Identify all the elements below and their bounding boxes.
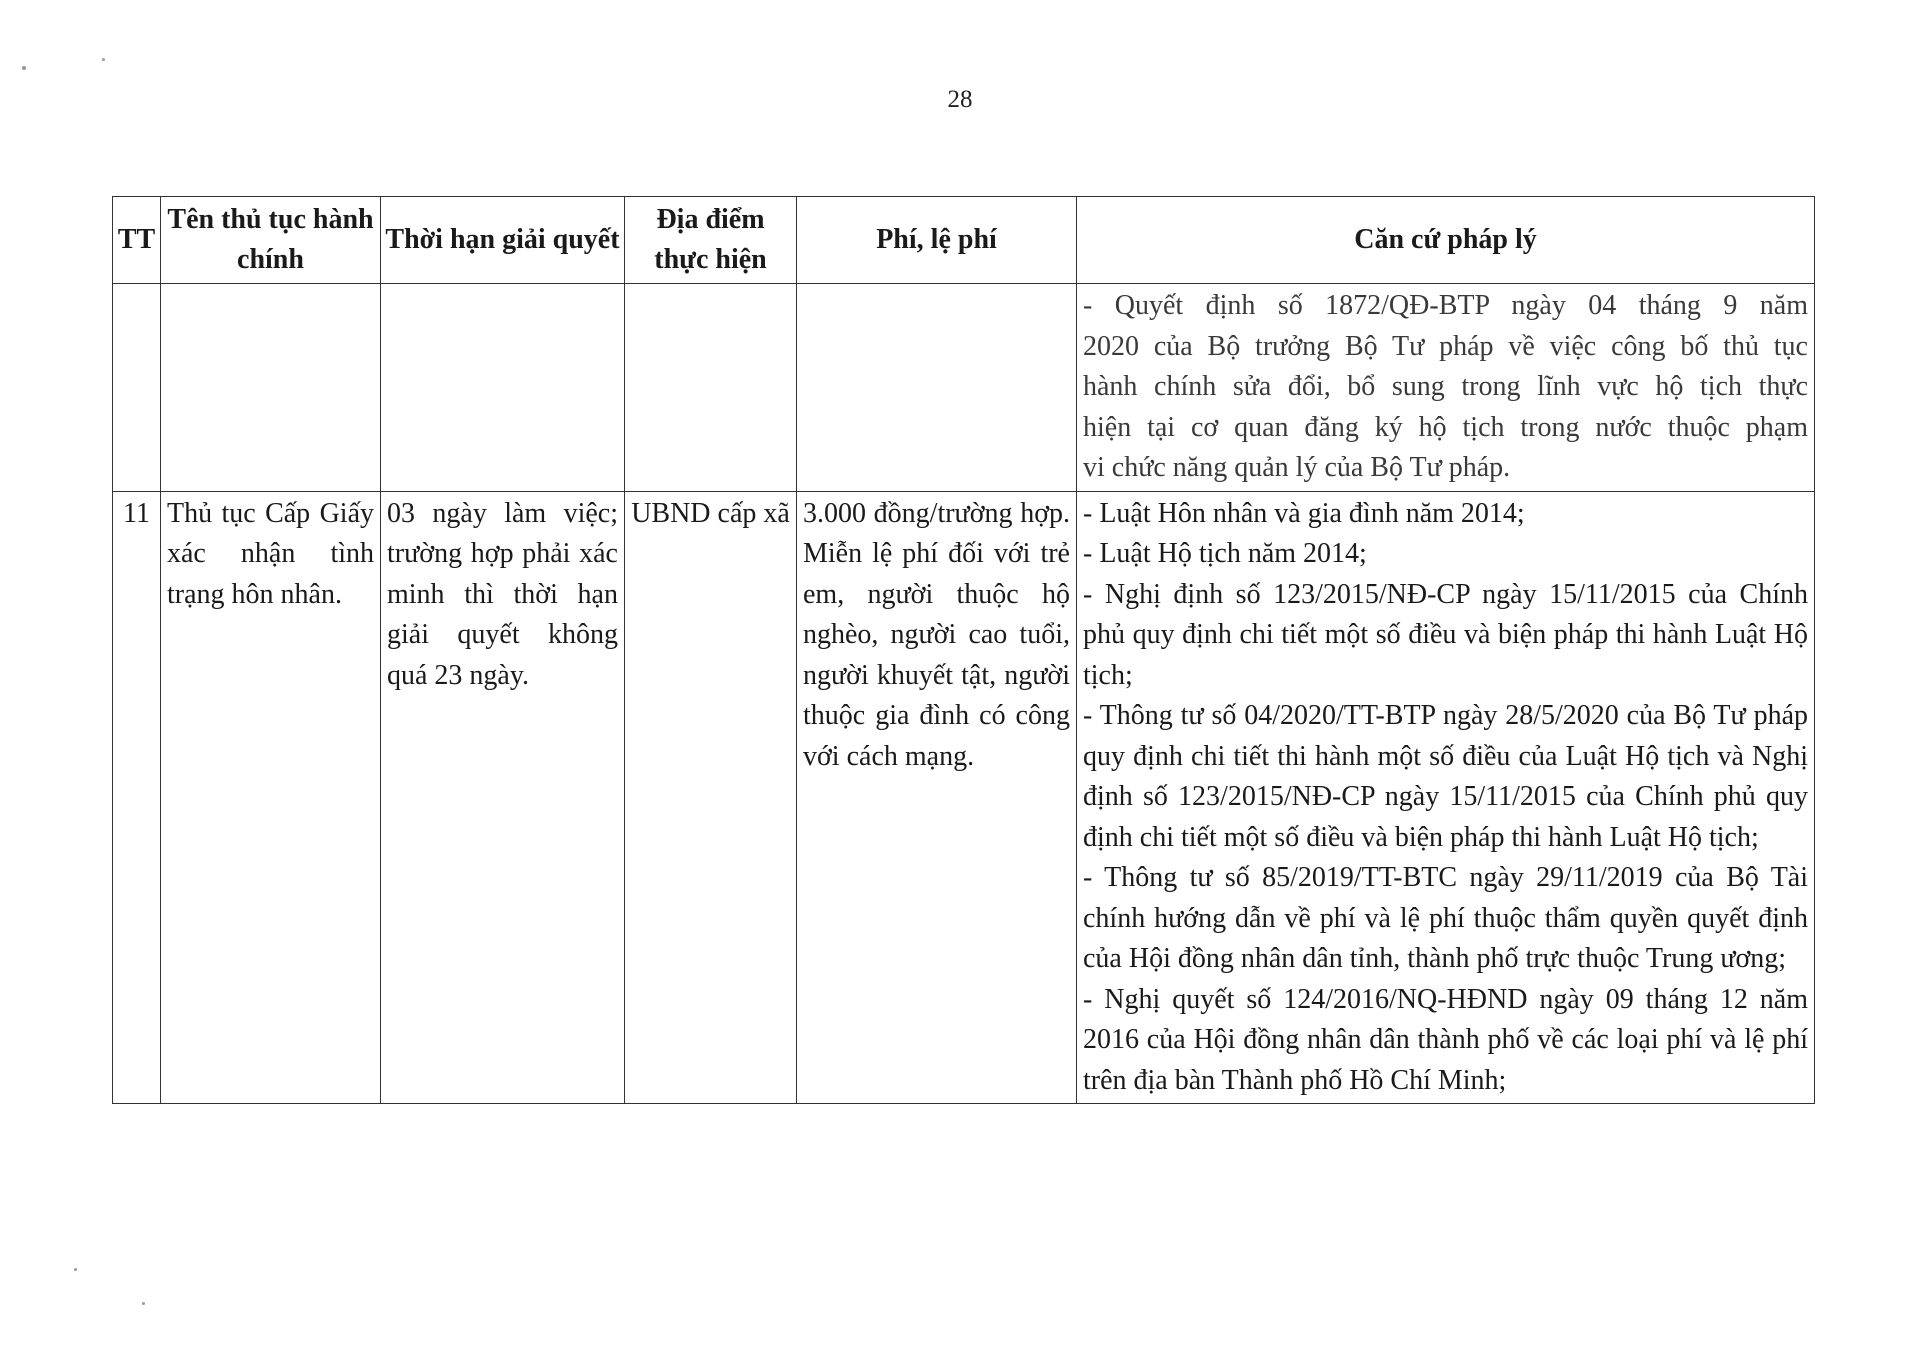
procedure-table — [112, 196, 1815, 1104]
header-fees: Phí, lệ phí — [797, 197, 1077, 284]
scan-speck — [22, 66, 26, 70]
legal-line: 2020 của Bộ trưởng Bộ Tư pháp về việc công bố thủ tục — [1083, 330, 1808, 362]
header-procedure-name: Tên thủ tục hành chính — [161, 197, 381, 284]
cont-fee-cell — [797, 284, 1077, 492]
scan-speck — [74, 1268, 77, 1271]
legal-item: - Nghị định số 123/2015/NĐ-CP ngày 15/11/2015 của Chính phủ quy định chi tiết một số điều và biện pháp thi hành Luật Hộ tịch; — [1083, 578, 1808, 691]
header-location: Địa điểm thực hiện — [625, 197, 797, 284]
header-processing-time: Thời hạn giải quyết — [381, 197, 625, 284]
table-header-row — [113, 197, 1815, 284]
legal-line: hành chính sửa đổi, bổ sung trong lĩnh vực hộ tịch thực — [1083, 371, 1808, 402]
scan-speck — [102, 58, 105, 61]
legal-item: - Luật Hộ tịch năm 2014; — [1083, 538, 1367, 569]
legal-item: - Luật Hôn nhân và gia đình năm 2014; — [1083, 497, 1525, 529]
row-legal-basis — [1077, 491, 1815, 1104]
legal-item: - Nghị quyết số 124/2016/NQ-HĐND ngày 09 tháng 12 năm 2016 của Hội đồng nhân dân thành phố về các loại phí và lệ phí trên địa bàn Thành phố Hồ Chí Minh; — [1083, 983, 1808, 1096]
cont-time-cell — [381, 284, 625, 492]
legal-line: - Quyết định số 1872/QĐ-BTP ngày 04 tháng 9 năm — [1083, 290, 1808, 321]
legal-line: vi chức năng quản lý của Bộ Tư pháp. — [1083, 452, 1511, 483]
scan-speck — [142, 1302, 145, 1305]
page-number: 28 — [947, 86, 973, 113]
legal-item: - Thông tư số 04/2020/TT-BTP ngày 28/5/2020 của Bộ Tư pháp quy định chi tiết thi hành một số điều của Luật Hộ tịch và Nghị định số 123/2015/NĐ-CP ngày 15/11/2015 của Chính phủ quy định chi tiết một số điều và biện pháp thi hành Luật Hộ tịch; — [1083, 700, 1808, 853]
table-row — [113, 491, 1815, 1104]
header-legal-basis: Căn cứ pháp lý — [1077, 197, 1815, 284]
legal-line: hiện tại cơ quan đăng ký hộ tịch trong nước thuộc phạm — [1083, 411, 1808, 443]
cont-place-cell — [625, 284, 797, 492]
row-procedure-name: Thủ tục Cấp Giấy xác nhận tình trạng hôn nhân. — [161, 491, 381, 1104]
row-location: UBND cấp xã — [625, 491, 797, 1104]
cont-name-cell — [161, 284, 381, 492]
legal-item: - Thông tư số 85/2019/TT-BTC ngày 29/11/2019 của Bộ Tài chính hướng dẫn về phí và lệ phí thuộc thẩm quyền quyết định của Hội đồng nhân dân tỉnh, thành phố trực thuộc Trung ương; — [1083, 862, 1808, 974]
row-processing-time: 03 ngày làm việc; trường hợp phải xác minh thì thời hạn giải quyết không quá 23 ngày. — [381, 491, 625, 1104]
row-fees: 3.000 đồng/trường hợp. Miễn lệ phí đối với trẻ em, người thuộc hộ nghèo, người cao tuổi, người khuyết tật, người thuộc gia đình có công với cách mạng. — [797, 491, 1077, 1104]
table-row-continuation — [113, 284, 1815, 492]
cont-legal-cell — [1077, 284, 1815, 492]
cont-tt-cell — [113, 284, 161, 492]
header-tt: TT — [113, 197, 161, 284]
row-tt: 11 — [113, 491, 161, 1104]
